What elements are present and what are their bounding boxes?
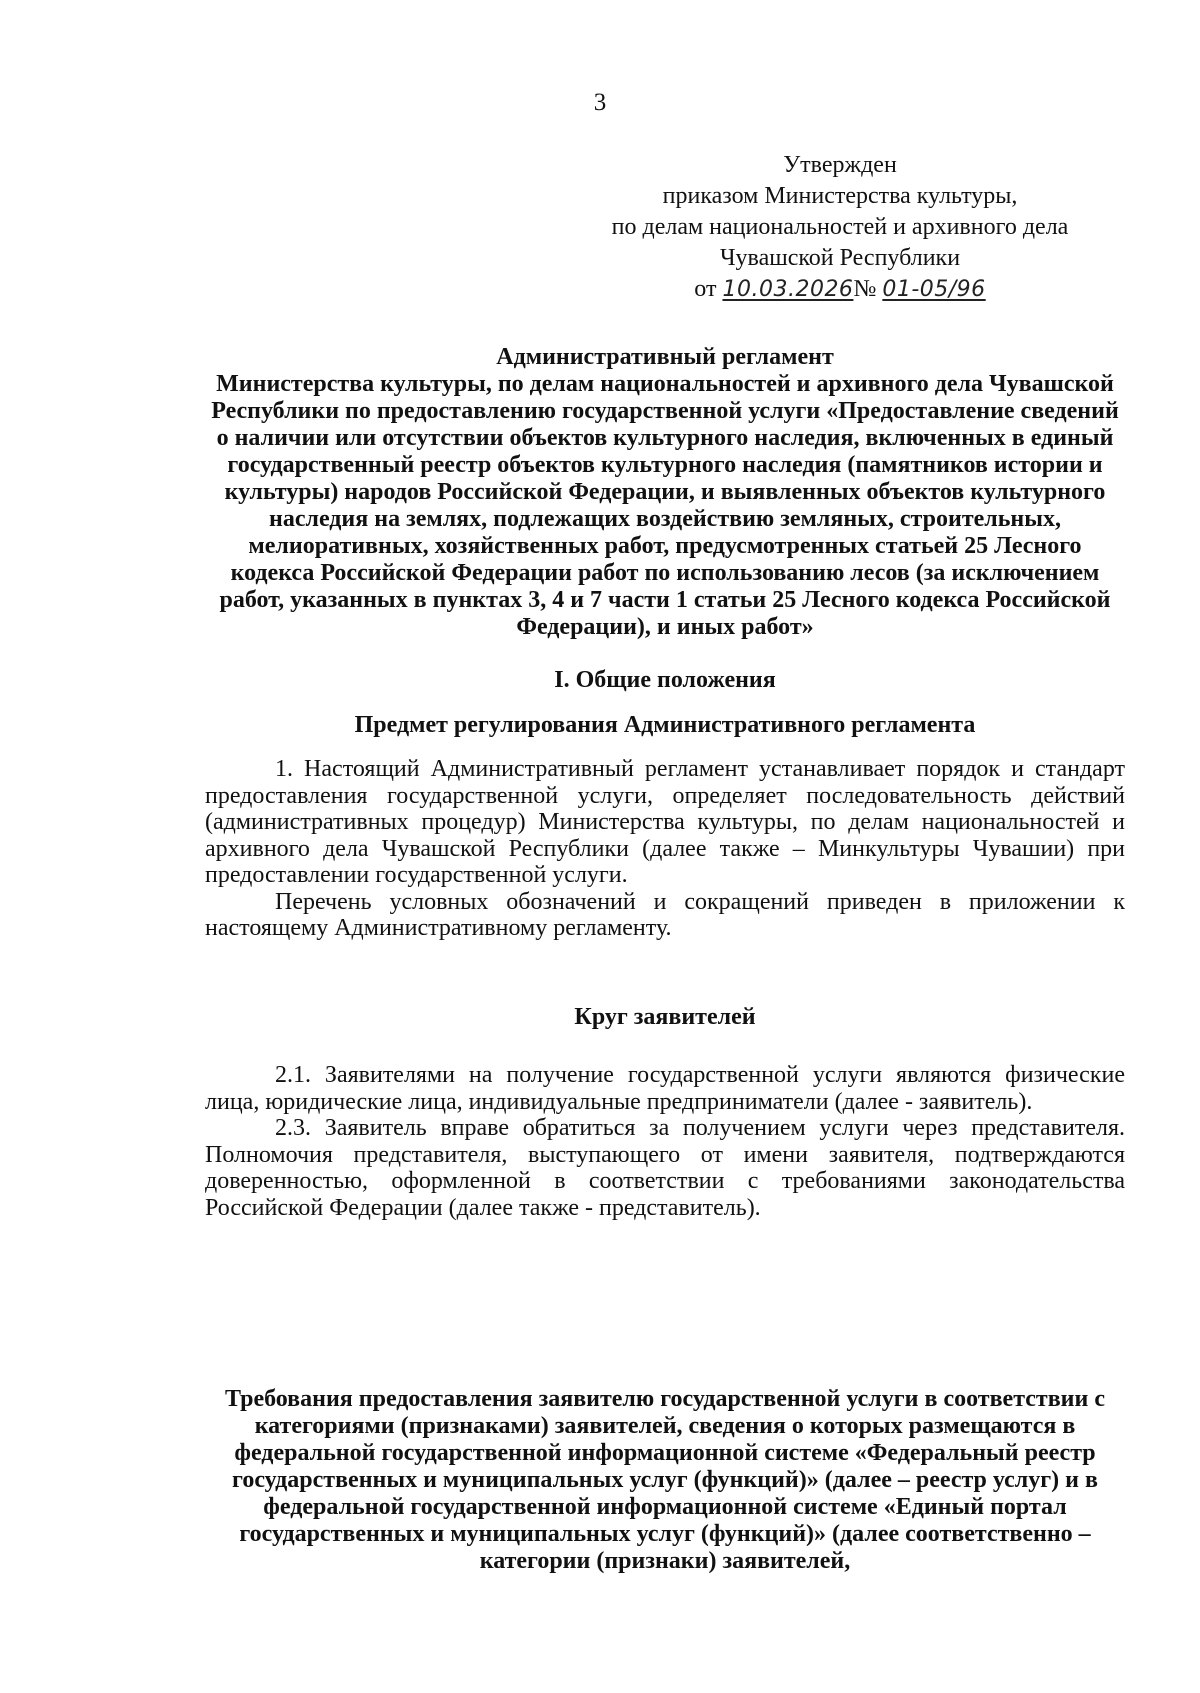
paragraph-2-1: 2.1. Заявителями на получение государственной услуги являются физические лица, юридические лица, индивидуальные предприниматели (далее - заявитель).	[205, 1062, 1125, 1115]
section1-paragraphs	[205, 756, 1125, 942]
approval-stamp-block	[560, 150, 1120, 305]
approval-line-2: приказом Министерства культуры,	[662, 183, 1018, 209]
handwritten-date: 10.03.2026	[722, 277, 854, 302]
handwritten-order-number: 01-05/96	[882, 277, 986, 302]
section2-paragraphs	[205, 1062, 1125, 1221]
section-heading-requirements: Требования предоставления заявителю государственной услуги в соответствии с категориями (признаками) заявителей, сведения о которых размещаются в федеральной государственной информационной системе «Федеральный реестр государственных и муниципальных услуг (функций)» (далее – реестр услуг) и в федеральной государственной информационной системе «Единый портал государственных и муниципальных услуг (функций)» (далее соответственно – категории (признаки) заявителей,	[225, 1386, 1105, 1574]
paragraph-1-note: Перечень условных обозначений и сокращений приведен в приложении к настоящему Административному регламенту.	[205, 888, 1125, 941]
title-body: Министерства культуры, по делам национальностей и архивного дела Чувашской Республики по предоставлению государственной услуги «Предоставление сведений о наличии или отсутствии объектов культурного наследия, включенных в единый государственный реестр объектов культурного наследия (памятников истории и культуры) народов Российской Федерации, и выявленных объектов культурного наследия на землях, подлежащих воздействию земляных, строительных, мелиоративных, хозяйственных работ, предусмотренных статьей 25 Лесного кодекса Российской Федерации работ по использованию лесов (за исключением работ, указанных в пунктах 3, 4 и 7 части 1 статьи 25 Лесного кодекса Российской Федерации), и иных работ»	[211, 371, 1119, 640]
section-heading-general: I. Общие положения	[554, 667, 776, 693]
section-heading-applicants: Круг заявителей	[574, 1004, 756, 1030]
approval-date-number-line	[560, 274, 1120, 305]
approval-line-3: по делам национальностей и архивного дела	[611, 214, 1069, 240]
paragraph-1: 1. Настоящий Административный регламент устанавливает порядок и стандарт предоставления государственной услуги, определяет последовательность действий (административных процедур) Министерства культуры, по делам национальностей и архивного дела Чувашской Республики (далее также – Минкультуры Чувашии) при предоставлении государственной услуги.	[205, 756, 1125, 888]
title-line-1: Административный регламент	[496, 344, 834, 370]
number-sign: №	[853, 276, 877, 302]
date-prefix: от	[694, 276, 717, 302]
document-title	[205, 344, 1125, 641]
paragraph-2-3: 2.3. Заявитель вправе обратиться за получением услуги через представителя. Полномочия представителя, выступающего от имени заявителя, подтверждаются доверенностью, оформленной в соответствии с требованиями законодательства Российской Федерации (далее также - представитель).	[205, 1115, 1125, 1221]
page-number: 3	[593, 89, 607, 116]
subheading-regulation-subject: Предмет регулирования Административного регламента	[354, 712, 976, 738]
approval-line-1: Утвержден	[783, 152, 897, 178]
approval-line-4: Чувашской Республики	[719, 245, 961, 271]
